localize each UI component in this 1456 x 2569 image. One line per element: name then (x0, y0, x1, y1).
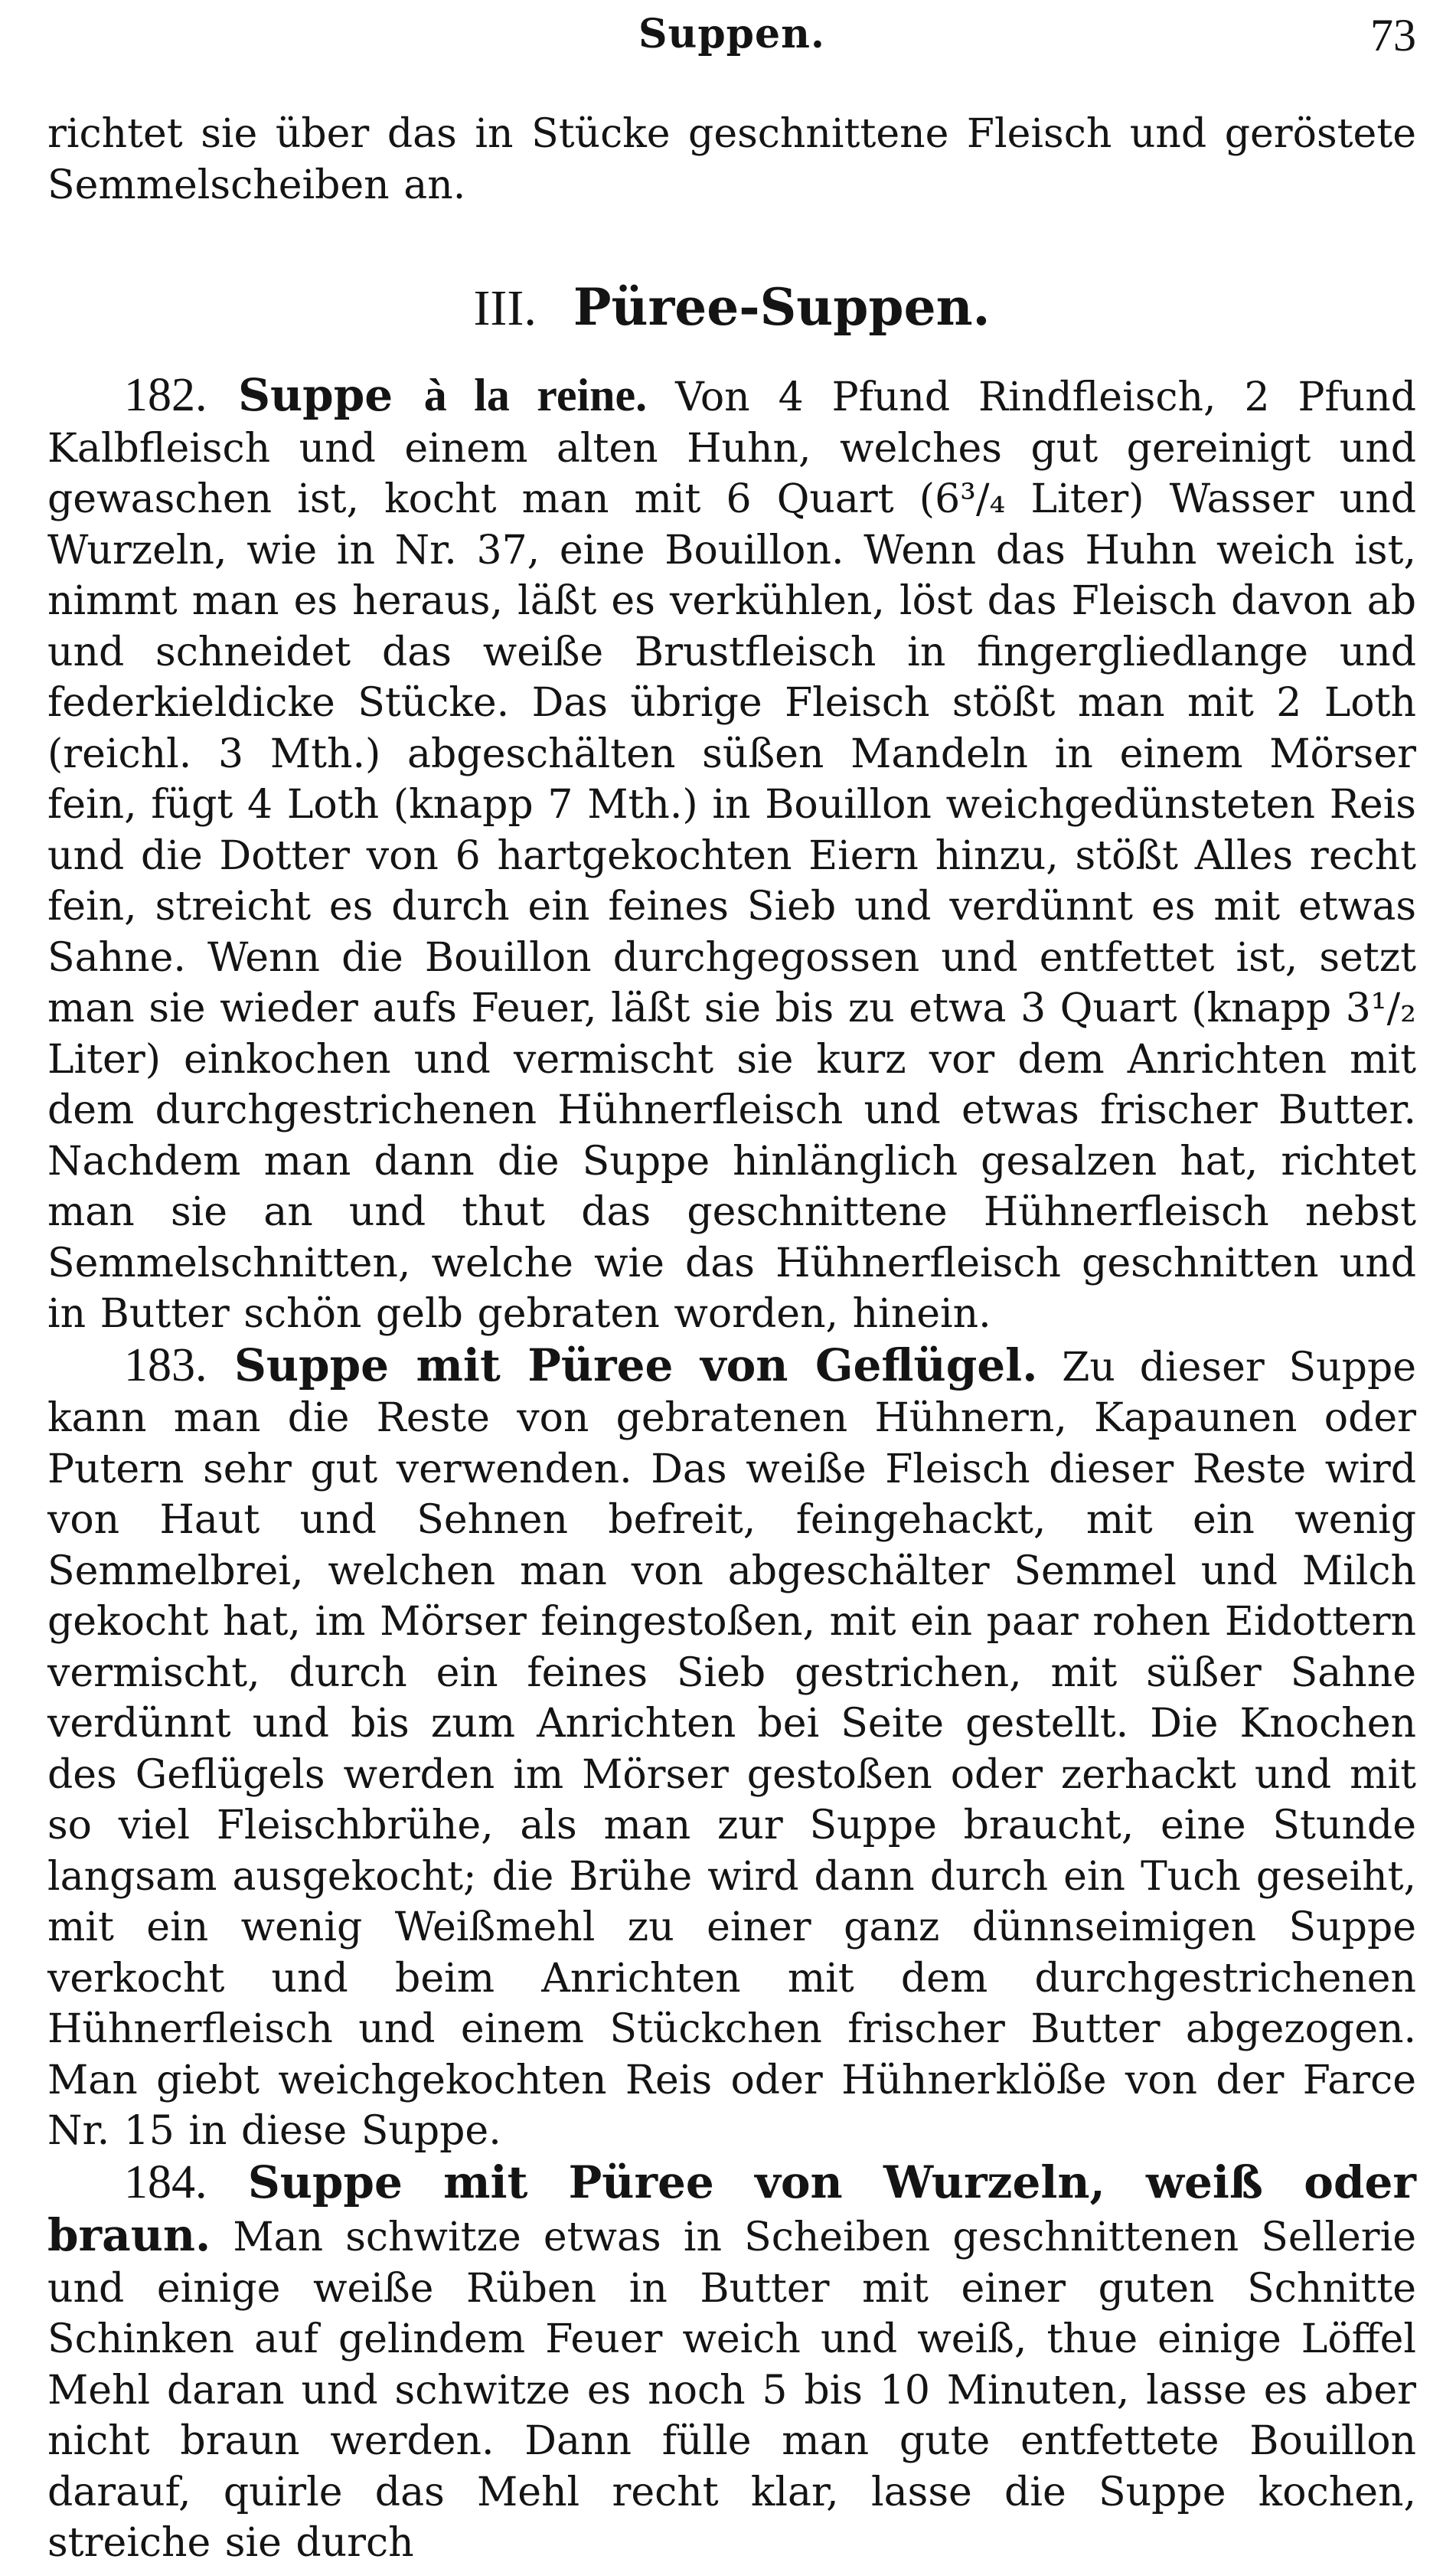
recipe-title-accent: à la reine. (423, 370, 648, 420)
recipe-184 (47, 2157, 1416, 2569)
section-numeral: III. (473, 280, 537, 336)
recipe-title: Suppe mit Püree von Geflügel. (234, 1338, 1038, 1391)
recipe-heading (124, 1339, 1037, 1391)
running-header (47, 6, 1416, 69)
section-title: Püree-Suppen. (573, 277, 991, 337)
recipe-number: 183. (124, 1338, 207, 1391)
page-number: 73 (1370, 10, 1416, 60)
recipe-number: 182. (124, 369, 207, 421)
running-title: Suppen. (638, 11, 826, 57)
recipe-182 (47, 370, 1416, 1340)
section-heading (47, 276, 1416, 339)
recipe-title: Suppe (238, 369, 393, 421)
recipe-text: Von 4 Pfund Rindfleisch, 2 Pfund Kalbfleisch und einem alten Huhn, welches gut gereinigt und gewaschen ist, kocht man mit 6 Quart (6³/₄ Liter) Wasser und Wurzeln, wie in Nr. 37, eine Bouillon. Wenn das Huhn weich ist, nimmt man es heraus, läßt es verkühlen, löst das Fleisch davon ab und schneidet das weiße Brustfleisch in fingergliedlange und federkieldicke Stücke. Das übrige Fleisch stößt man mit 2 Loth (reichl. 3 Mth.) abgeschälten süßen Mandeln in einem Mörser fein, fügt 4 Loth (knapp 7 Mth.) in Bouillon weichgedünsteten Reis und die Dotter von 6 hartgekochten Eiern hinzu, stößt Alles recht fein, streicht es durch ein feines Sieb und verdünnt es mit etwas Sahne. Wenn die Bouillon durchgegossen und entfettet ist, setzt man sie wieder aufs Feuer, läßt sie bis zu etwa 3 Quart (knapp 3¹/₂ Liter) einkochen und vermischt sie kurz vor dem Anrichten mit dem durchgestrichenen Hühnerfleisch und etwas frischer Butter. Nachdem man dann die Suppe hinlänglich gesalzen hat, richtet man sie an und thut das geschnittene Hühnerfleisch nebst Semmelschnitten, welche wie das Hühnerfleisch geschnitten und in Butter schön gelb gebraten worden, hinein. (47, 374, 1416, 1337)
recipe-text: Zu dieser Suppe kann man die Reste von gebratenen Hühnern, Kapaunen oder Putern sehr gut verwenden. Das weiße Fleisch dieser Reste wird von Haut und Sehnen befreit, feingehackt, mit ein wenig Semmelbrei, welchen man von abgeschälter Semmel und Milch gekocht hat, im Mörser feingestoßen, mit ein paar rohen Eidottern vermischt, durch ein feines Sieb gestrichen, mit süßer Sahne verdünnt und bis zum Anrichten bei Seite gestellt. Die Knochen des Geflügels werden im Mörser gestoßen oder zerhackt und mit so viel Fleischbrühe, als man zur Suppe braucht, eine Stunde langsam ausgekocht; die Brühe wird dann durch ein Tuch geseiht, mit ein wenig Weißmehl zu einer ganz dünnseimigen Suppe verkocht und beim Anrichten mit dem durchgestrichenen Hühnerfleisch und einem Stückchen frischer Butter abgezogen. Man giebt weichgekochten Reis oder Hühnerklöße von der Farce Nr. 15 in diese Suppe. (47, 1344, 1417, 2154)
continuation-paragraph: richtet sie über das in Stücke geschnittene Fleisch und geröstete Semmelscheiben an. (47, 111, 1416, 208)
recipe-number: 184. (124, 2156, 207, 2208)
recipe-title: Suppe mit Püree von Wurzeln, weiß oder braun. (47, 2156, 1416, 2261)
recipe-heading (124, 369, 647, 421)
recipe-183 (47, 1340, 1416, 2157)
recipe-text: Man schwitze etwas in Scheiben geschnittenen Sellerie und einige weiße Rüben in Butter mit einer guten Schnitte Schinken auf gelindem Feuer weich und weiß, thue einige Löffel Mehl daran und schwitze es noch 5 bis 10 Minuten, lasse es aber nicht braun werden. Dann fülle man gute entfettete Bouillon darauf, quirle das Mehl recht klar, lasse die Suppe kochen, streiche sie durch (47, 2214, 1417, 2566)
